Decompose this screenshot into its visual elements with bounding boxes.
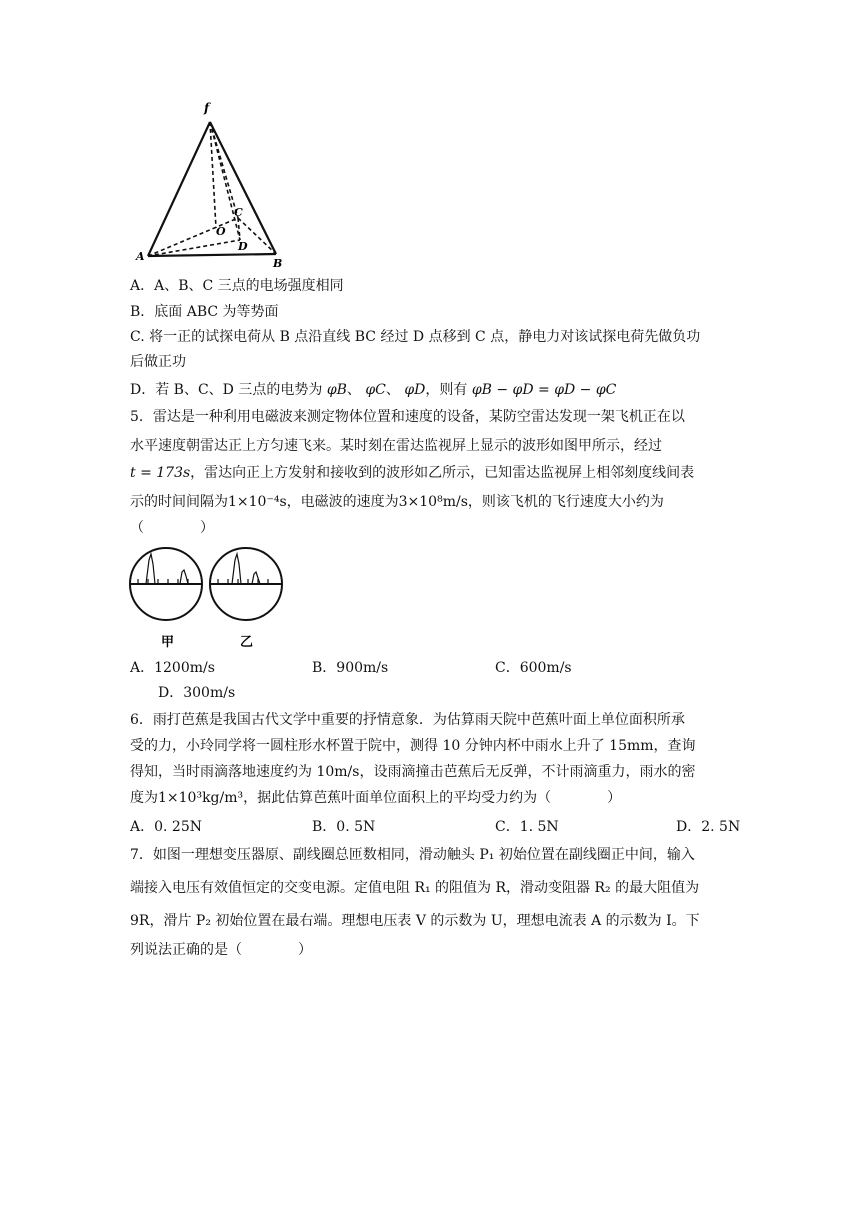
q4-d-mid: ，则有 <box>425 382 468 398</box>
tetrahedron-figure <box>130 100 300 270</box>
q6-option-a: A．0. 25N <box>130 819 202 835</box>
label-c: C <box>234 206 243 219</box>
q5-line-4 <box>130 492 664 512</box>
q4-option-d: D．若 B、C、D 三点的电势为 φB、 φC、 φD，则有 φB − φD = φD − φC <box>130 382 617 398</box>
q6-l4-b: ，据此估算芭蕉叶面单位面积上的平均受力约为（ ） <box>243 790 622 806</box>
q5-time: t = 173s <box>130 465 191 481</box>
q5-l4-b: ，电磁波的速度为 <box>286 494 399 510</box>
q7-line-4: 列说法正确的是（ ） <box>130 942 312 958</box>
q7-line-2: 端接入电压有效值恒定的交变电源。定值电阻 R₁ 的阻值为 R，滑动变阻器 R₂ 的最大阻值为 <box>130 880 700 896</box>
label-yi: 乙 <box>240 635 254 650</box>
q4-option-c: C. 将一正的试探电荷从 B 点沿直线 BC 经过 D 点移到 C 点，静电力对该试探电荷先做负功 <box>130 329 701 345</box>
q4-option-a: A．A、B、C 三点的电场强度相同 <box>130 278 344 294</box>
label-a: A <box>136 250 145 263</box>
q5-l4-c: ，则该飞机的飞行速度大小约为 <box>467 494 664 510</box>
phi-c: φC <box>365 382 386 398</box>
q4-equation: φB − φD = φD − φC <box>471 382 617 398</box>
q5-line-3 <box>130 463 694 483</box>
label-o: O <box>216 225 226 238</box>
q6-line-4 <box>130 788 621 808</box>
q6-density: 1×10³kg/m³ <box>158 790 244 806</box>
q5-option-a: A．1200m/s <box>130 660 215 676</box>
q6-option-b: B．0. 5N <box>312 819 376 835</box>
q5-l4-a: 示的时间间隔为 <box>130 494 228 510</box>
q5-paren: （ ） <box>130 520 214 536</box>
q6-line-2: 受的力，小玲同学将一圆柱形水杯置于院中，测得 10 分钟内杯中雨水上升了 15mm，查询 <box>130 738 696 754</box>
q7-line-1: 7．如图一理想变压器原、副线圈总匝数相同，滑动触头 P₁ 初始位置在副线圈正中间，输入 <box>130 847 695 863</box>
q6-line-1: 6．雨打芭蕉是我国古代文学中重要的抒情意象．为估算雨天院中芭蕉叶面上单位面积所承 <box>130 712 685 728</box>
radar-figure <box>128 542 298 652</box>
q4-d-prefix: D．若 B、C、D 三点的电势为 <box>130 382 323 398</box>
q6-line-3: 得知，当时雨滴落地速度约为 10m/s，设雨滴撞击芭蕉后无反弹，不计雨滴重力，雨水的密 <box>130 764 696 780</box>
label-d: D <box>238 240 248 253</box>
label-jia: 甲 <box>161 635 175 650</box>
q5-line-1: 5．雷达是一种利用电磁波来测定物体位置和速度的设备，某防空雷达发现一架飞机正在以 <box>130 409 685 425</box>
q6-option-c: C．1. 5N <box>495 819 559 835</box>
label-b: B <box>273 257 283 270</box>
q4-option-c-cont: 后做正功 <box>130 354 186 370</box>
q5-option-c: C．600m/s <box>495 660 572 676</box>
q5-option-b: B．900m/s <box>312 660 389 676</box>
q6-option-d: D．2. 5N <box>676 819 741 835</box>
label-apex: f <box>204 101 210 115</box>
q5-option-d: D．300m/s <box>158 685 236 701</box>
q5-speed: 3×10⁸m/s <box>398 494 468 510</box>
q5-line-3-text: ，雷达向正上方发射和接收到的波形如乙所示，已知雷达监视屏上相邻刻度线间表 <box>190 465 695 481</box>
q4-option-b: B．底面 ABC 为等势面 <box>130 304 279 320</box>
q7-line-3: 9R，滑片 P₂ 初始位置在最右端。理想电压表 V 的示数为 U，理想电流表 A 的示数为 I。下 <box>130 913 700 929</box>
phi-d: φD <box>404 382 426 398</box>
q6-l4-a: 度为 <box>130 790 158 806</box>
phi-b: φB <box>326 382 347 398</box>
q5-interval: 1×10⁻⁴s <box>228 494 287 510</box>
q5-line-2: 水平速度朝雷达正上方匀速飞来。某时刻在雷达监视屏上显示的波形如图甲所示，经过 <box>130 438 662 454</box>
